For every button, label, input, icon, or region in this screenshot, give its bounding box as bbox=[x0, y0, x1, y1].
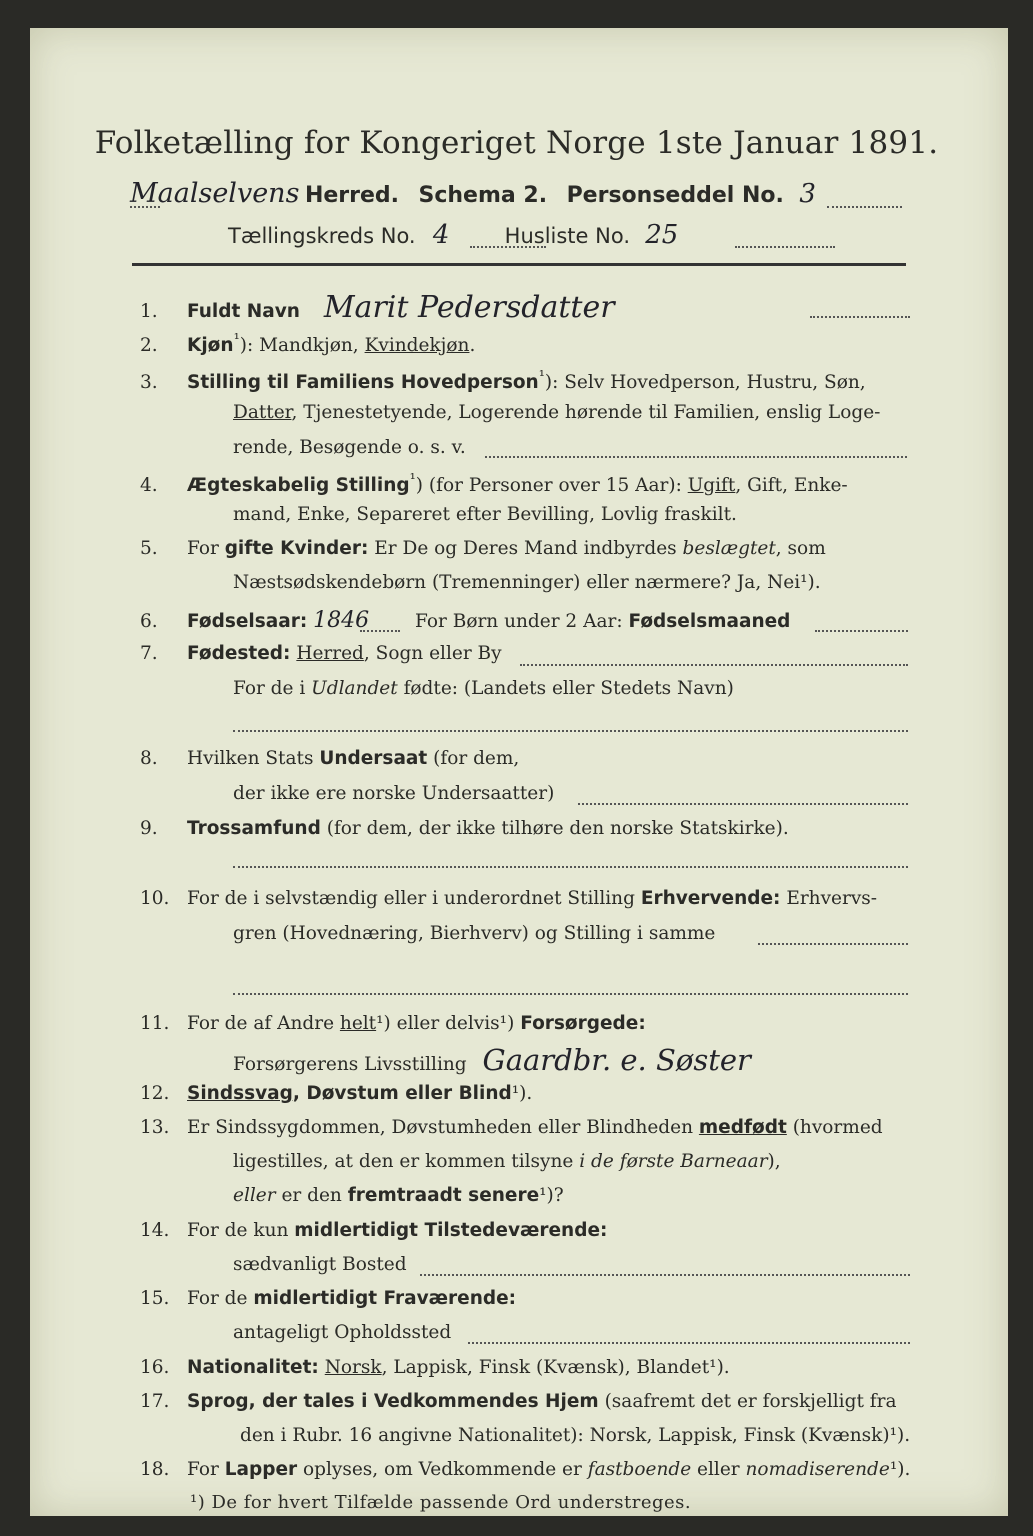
selected-option: Sindssvag bbox=[187, 1083, 293, 1104]
selected-option: helt bbox=[339, 1013, 377, 1034]
item-15 bbox=[140, 1288, 516, 1309]
item-17 bbox=[140, 1391, 896, 1412]
item-number: 14. bbox=[140, 1220, 170, 1241]
footnote: ¹) De for hvert Tilfælde passende Ord understreges. bbox=[190, 1492, 692, 1513]
item-number: 5. bbox=[140, 538, 158, 559]
selected-option: Norsk bbox=[324, 1357, 382, 1378]
item-13 bbox=[140, 1117, 883, 1138]
item-11 bbox=[140, 1013, 646, 1034]
item-text: , Gift, Enke- bbox=[735, 475, 848, 497]
item-label: Sprog, der tales i Vedkommendes Hjem bbox=[187, 1391, 599, 1412]
item-text: ): Selv Hovedperson, Hustru, Søn, bbox=[544, 372, 866, 394]
item-text: eller bbox=[691, 1459, 746, 1480]
item-text: . bbox=[469, 335, 476, 357]
item-text: (hvormed bbox=[786, 1117, 883, 1138]
item-number: 9. bbox=[140, 818, 158, 839]
herred-value: Maalselvens bbox=[130, 178, 300, 209]
item-number: 1. bbox=[140, 301, 158, 322]
footnote-mark: ¹ bbox=[538, 367, 545, 385]
item-label: Fødselsaar: bbox=[187, 611, 308, 632]
dotted-line bbox=[130, 206, 160, 208]
item-text: ¹). bbox=[511, 1083, 533, 1104]
item-text-italic: Udlandet bbox=[311, 678, 398, 699]
item-number: 16. bbox=[140, 1357, 170, 1378]
item-label: midlertidigt Fraværende: bbox=[253, 1288, 517, 1309]
item-text: ): Mandkjøn, bbox=[239, 335, 365, 357]
selected-option: Kvindekjøn bbox=[364, 335, 470, 357]
item-text: ¹). bbox=[889, 1459, 911, 1480]
schema-label: Schema 2. bbox=[418, 183, 548, 208]
item-5-cont: Næstsødskendebørn (Tremenninger) eller nærmere? Ja, Nei¹). bbox=[233, 572, 821, 593]
item-number: 17. bbox=[140, 1391, 170, 1412]
item-text: Erhvervs- bbox=[780, 888, 878, 909]
item-text: er den bbox=[275, 1185, 348, 1206]
item-label: Fuldt Navn bbox=[187, 301, 300, 322]
item-text: fødte: (Landets eller Stedets Navn) bbox=[397, 678, 734, 699]
dotted-line bbox=[420, 1274, 910, 1276]
item-label: Trossamfund bbox=[187, 818, 321, 839]
header-line-kreds bbox=[228, 220, 678, 250]
item-label: Undersaat bbox=[319, 748, 428, 769]
item-label: Forsørgede: bbox=[520, 1013, 646, 1034]
item-2 bbox=[140, 330, 475, 356]
item-text: Er Sindssygdommen, Døvstumheden eller Blindheden bbox=[187, 1117, 699, 1138]
item-text: For bbox=[187, 1459, 225, 1480]
item-10-cont: gren (Hovednæring, Bierhverv) og Stilling i samme bbox=[233, 923, 716, 944]
item-number: 4. bbox=[140, 475, 158, 497]
item-label: fremtraadt senere bbox=[347, 1185, 540, 1206]
husliste-value: 25 bbox=[645, 220, 679, 250]
item-label: Nationalitet: bbox=[187, 1357, 319, 1378]
item-text: ) (for Personer over 15 Aar): bbox=[415, 475, 688, 497]
item-text: (for dem, bbox=[427, 748, 520, 769]
item-text: ligestilles, at den er kommen tilsyne bbox=[233, 1151, 580, 1172]
item-5 bbox=[140, 538, 826, 559]
dotted-line bbox=[470, 246, 546, 248]
item-text: For de i bbox=[233, 678, 312, 699]
item-text: (saafremt det er forskjelligt fra bbox=[598, 1391, 897, 1412]
dotted-line bbox=[233, 730, 908, 732]
item-3-cont-2: rende, Besøgende o. s. v. bbox=[233, 437, 466, 458]
footnote-mark: ¹ bbox=[233, 330, 240, 348]
item-text: For de i selvstændig eller i underordnet Stilling bbox=[187, 888, 641, 909]
item-number: 13. bbox=[140, 1117, 170, 1138]
item-text: For Børn under 2 Aar: bbox=[415, 611, 623, 632]
item-14-cont: sædvanligt Bosted bbox=[233, 1254, 407, 1275]
item-15-cont: antageligt Opholdssted bbox=[233, 1322, 452, 1343]
item-label: Fødselsmaaned bbox=[628, 611, 791, 632]
item-label: Erhvervende: bbox=[640, 888, 781, 909]
dotted-line bbox=[520, 664, 908, 666]
item-12 bbox=[140, 1083, 532, 1104]
dotted-line bbox=[810, 316, 910, 318]
item-4-cont: mand, Enke, Separeret efter Bevilling, Lovlig fraskilt. bbox=[233, 504, 737, 525]
item-number: 8. bbox=[140, 748, 158, 769]
kreds-label: Tællingskreds No. bbox=[228, 224, 416, 248]
selected-option: Ugift bbox=[687, 475, 736, 497]
item-6 bbox=[140, 608, 790, 633]
item-8-cont: der ikke ere norske Undersaatter) bbox=[233, 783, 555, 804]
item-text-italic: nomadiserende bbox=[745, 1459, 890, 1480]
form-title: Folketælling for Kongeriget Norge 1ste Januar 1891. bbox=[94, 125, 939, 161]
item-text: ), bbox=[767, 1151, 781, 1172]
dotted-line bbox=[735, 246, 835, 248]
item-text: For de af Andre bbox=[187, 1013, 340, 1034]
item-label: Kjøn bbox=[187, 335, 234, 357]
item-text: Hvilken Stats bbox=[187, 748, 320, 769]
item-13-cont-2 bbox=[233, 1185, 564, 1206]
item-7-cont bbox=[233, 678, 734, 699]
item-3 bbox=[140, 367, 866, 393]
item-label: medfødt bbox=[698, 1117, 787, 1138]
item-text: ¹)? bbox=[539, 1185, 564, 1206]
item-label: Ægteskabelig Stilling bbox=[187, 475, 410, 497]
provider-occupation-value: Gaardbr. e. Søster bbox=[482, 1043, 751, 1077]
item-text-italic: beslægtet bbox=[682, 538, 776, 559]
dotted-line bbox=[233, 993, 908, 995]
selected-option: Herred bbox=[296, 643, 364, 664]
item-3-cont-1 bbox=[233, 402, 880, 423]
item-7 bbox=[140, 643, 502, 664]
header-line-herred bbox=[130, 178, 816, 209]
herred-label: Herred. bbox=[304, 183, 399, 208]
birth-year-value: 1846 bbox=[313, 608, 370, 633]
item-label: , Døvstum eller Blind bbox=[292, 1083, 512, 1104]
item-text: , som bbox=[775, 538, 826, 559]
dotted-line bbox=[578, 803, 908, 805]
item-number: 15. bbox=[140, 1288, 170, 1309]
item-text: ¹) eller delvis¹) bbox=[376, 1013, 521, 1034]
full-name-value: Marit Pedersdatter bbox=[323, 290, 615, 325]
item-1 bbox=[140, 290, 615, 325]
item-11-cont bbox=[233, 1043, 751, 1077]
item-text: For bbox=[187, 538, 225, 559]
husliste-label: Husliste No. bbox=[504, 224, 630, 248]
item-14 bbox=[140, 1220, 607, 1241]
item-9 bbox=[140, 818, 789, 839]
footnote-mark: ¹ bbox=[409, 470, 416, 488]
item-text-italic: eller bbox=[233, 1185, 276, 1206]
dotted-line bbox=[360, 630, 400, 632]
item-text: , Tjenestetyende, Logerende hørende til Familien, enslig Loge- bbox=[291, 402, 881, 423]
item-text: , Lappisk, Finsk (Kvænsk), Blandet¹). bbox=[381, 1357, 730, 1378]
item-16 bbox=[140, 1357, 730, 1378]
dotted-line bbox=[468, 1342, 910, 1344]
item-text: For de bbox=[187, 1288, 254, 1309]
item-text: oplyses, om Vedkommende er bbox=[297, 1459, 588, 1480]
item-text-italic: fastboende bbox=[587, 1459, 692, 1480]
dotted-line bbox=[758, 943, 908, 945]
item-10 bbox=[140, 888, 877, 909]
item-4 bbox=[140, 470, 848, 496]
item-label: Lapper bbox=[224, 1459, 298, 1480]
item-number: 11. bbox=[140, 1013, 170, 1034]
item-label: gifte Kvinder: bbox=[224, 538, 369, 559]
item-text: For de kun bbox=[187, 1220, 295, 1241]
personseddel-value: 3 bbox=[799, 179, 816, 209]
item-number: 10. bbox=[140, 888, 170, 909]
item-17-cont: den i Rubr. 16 angivne Nationalitet): Norsk, Lappisk, Finsk (Kvænsk)¹). bbox=[240, 1425, 911, 1446]
dotted-line bbox=[485, 456, 907, 458]
item-number: 7. bbox=[140, 643, 158, 664]
dotted-line bbox=[827, 206, 902, 208]
item-number: 12. bbox=[140, 1083, 170, 1104]
item-label: midlertidigt Tilstedeværende: bbox=[294, 1220, 608, 1241]
item-number: 6. bbox=[140, 611, 158, 632]
header-divider bbox=[132, 263, 906, 266]
item-text: Er De og Deres Mand indbyrdes bbox=[368, 538, 683, 559]
item-label: Fødested: bbox=[187, 643, 291, 664]
item-18 bbox=[140, 1459, 910, 1480]
personseddel-label: Personseddel No. bbox=[566, 183, 784, 208]
item-8 bbox=[140, 748, 519, 769]
selected-option: Datter bbox=[233, 402, 292, 423]
item-label: Stilling til Familiens Hovedperson bbox=[187, 372, 539, 394]
item-number: 3. bbox=[140, 372, 158, 394]
item-number: 18. bbox=[140, 1459, 170, 1480]
dotted-line bbox=[815, 630, 908, 632]
item-text-italic: i de første Barneaar bbox=[579, 1151, 768, 1172]
dotted-line bbox=[233, 866, 908, 868]
item-text: Forsørgerens Livsstilling bbox=[233, 1054, 467, 1075]
item-text: (for dem, der ikke tilhøre den norske Statskirke). bbox=[320, 818, 789, 839]
kreds-value: 4 bbox=[432, 220, 450, 250]
item-number: 2. bbox=[140, 335, 158, 357]
item-text: , Sogn eller By bbox=[363, 643, 502, 664]
item-13-cont-1 bbox=[233, 1151, 781, 1172]
